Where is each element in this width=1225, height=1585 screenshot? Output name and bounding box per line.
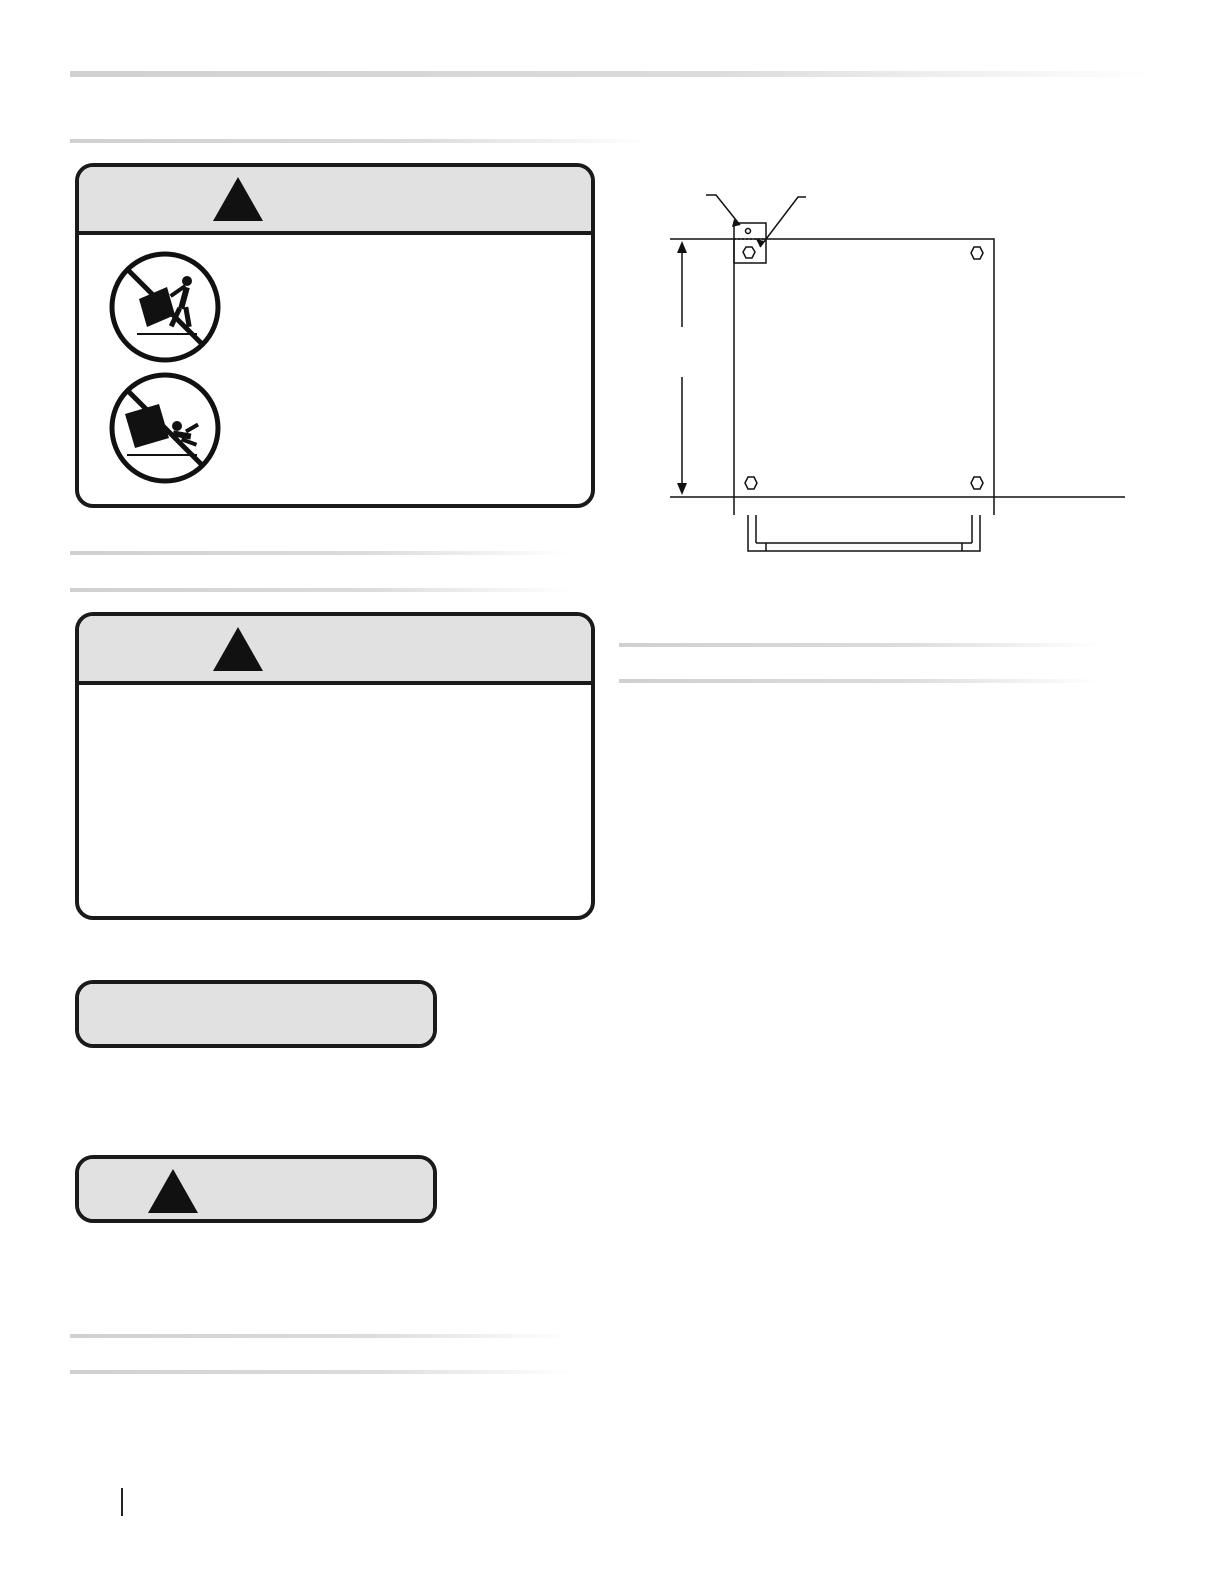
- bracket-screw-icon: [743, 247, 755, 258]
- cabinet-anchor-diagram: [660, 185, 1140, 565]
- hex-fastener-icon: [745, 477, 757, 489]
- warning-box-tip-over: [75, 163, 595, 508]
- caution-box: [75, 1155, 437, 1223]
- section-rule-left-2: [70, 551, 570, 555]
- warning-box-header: [79, 167, 591, 235]
- tip-over-prohibited-icon: [107, 249, 223, 365]
- hex-fastener-icon: [971, 247, 983, 259]
- section-rule-bottom-2: [70, 1370, 570, 1374]
- arrow-up-icon: [677, 241, 687, 253]
- notice-box: [75, 980, 437, 1048]
- cabinet-base: [748, 515, 980, 551]
- section-rule-left-3: [70, 588, 570, 592]
- crush-prohibited-icon: [107, 370, 223, 486]
- warning-triangle-icon: [211, 625, 265, 673]
- cabinet-body: [734, 239, 994, 497]
- footer-page-marker: [121, 1488, 123, 1516]
- section-rule-right-2: [619, 679, 1099, 683]
- section-rule-left-1: [70, 139, 650, 143]
- hex-fastener-icon: [971, 477, 983, 489]
- warning-box-2: [75, 612, 595, 920]
- arrow-down-icon: [677, 483, 687, 495]
- warning-triangle-icon: [146, 1167, 200, 1215]
- top-header-rule: [70, 71, 1150, 77]
- section-rule-right-1: [619, 643, 1099, 647]
- warning-triangle-icon: [211, 175, 265, 223]
- warning-box-header: [79, 616, 591, 685]
- caution-box-header: [79, 1159, 433, 1219]
- section-rule-bottom-1: [70, 1334, 570, 1338]
- notice-box-header: [79, 984, 433, 1044]
